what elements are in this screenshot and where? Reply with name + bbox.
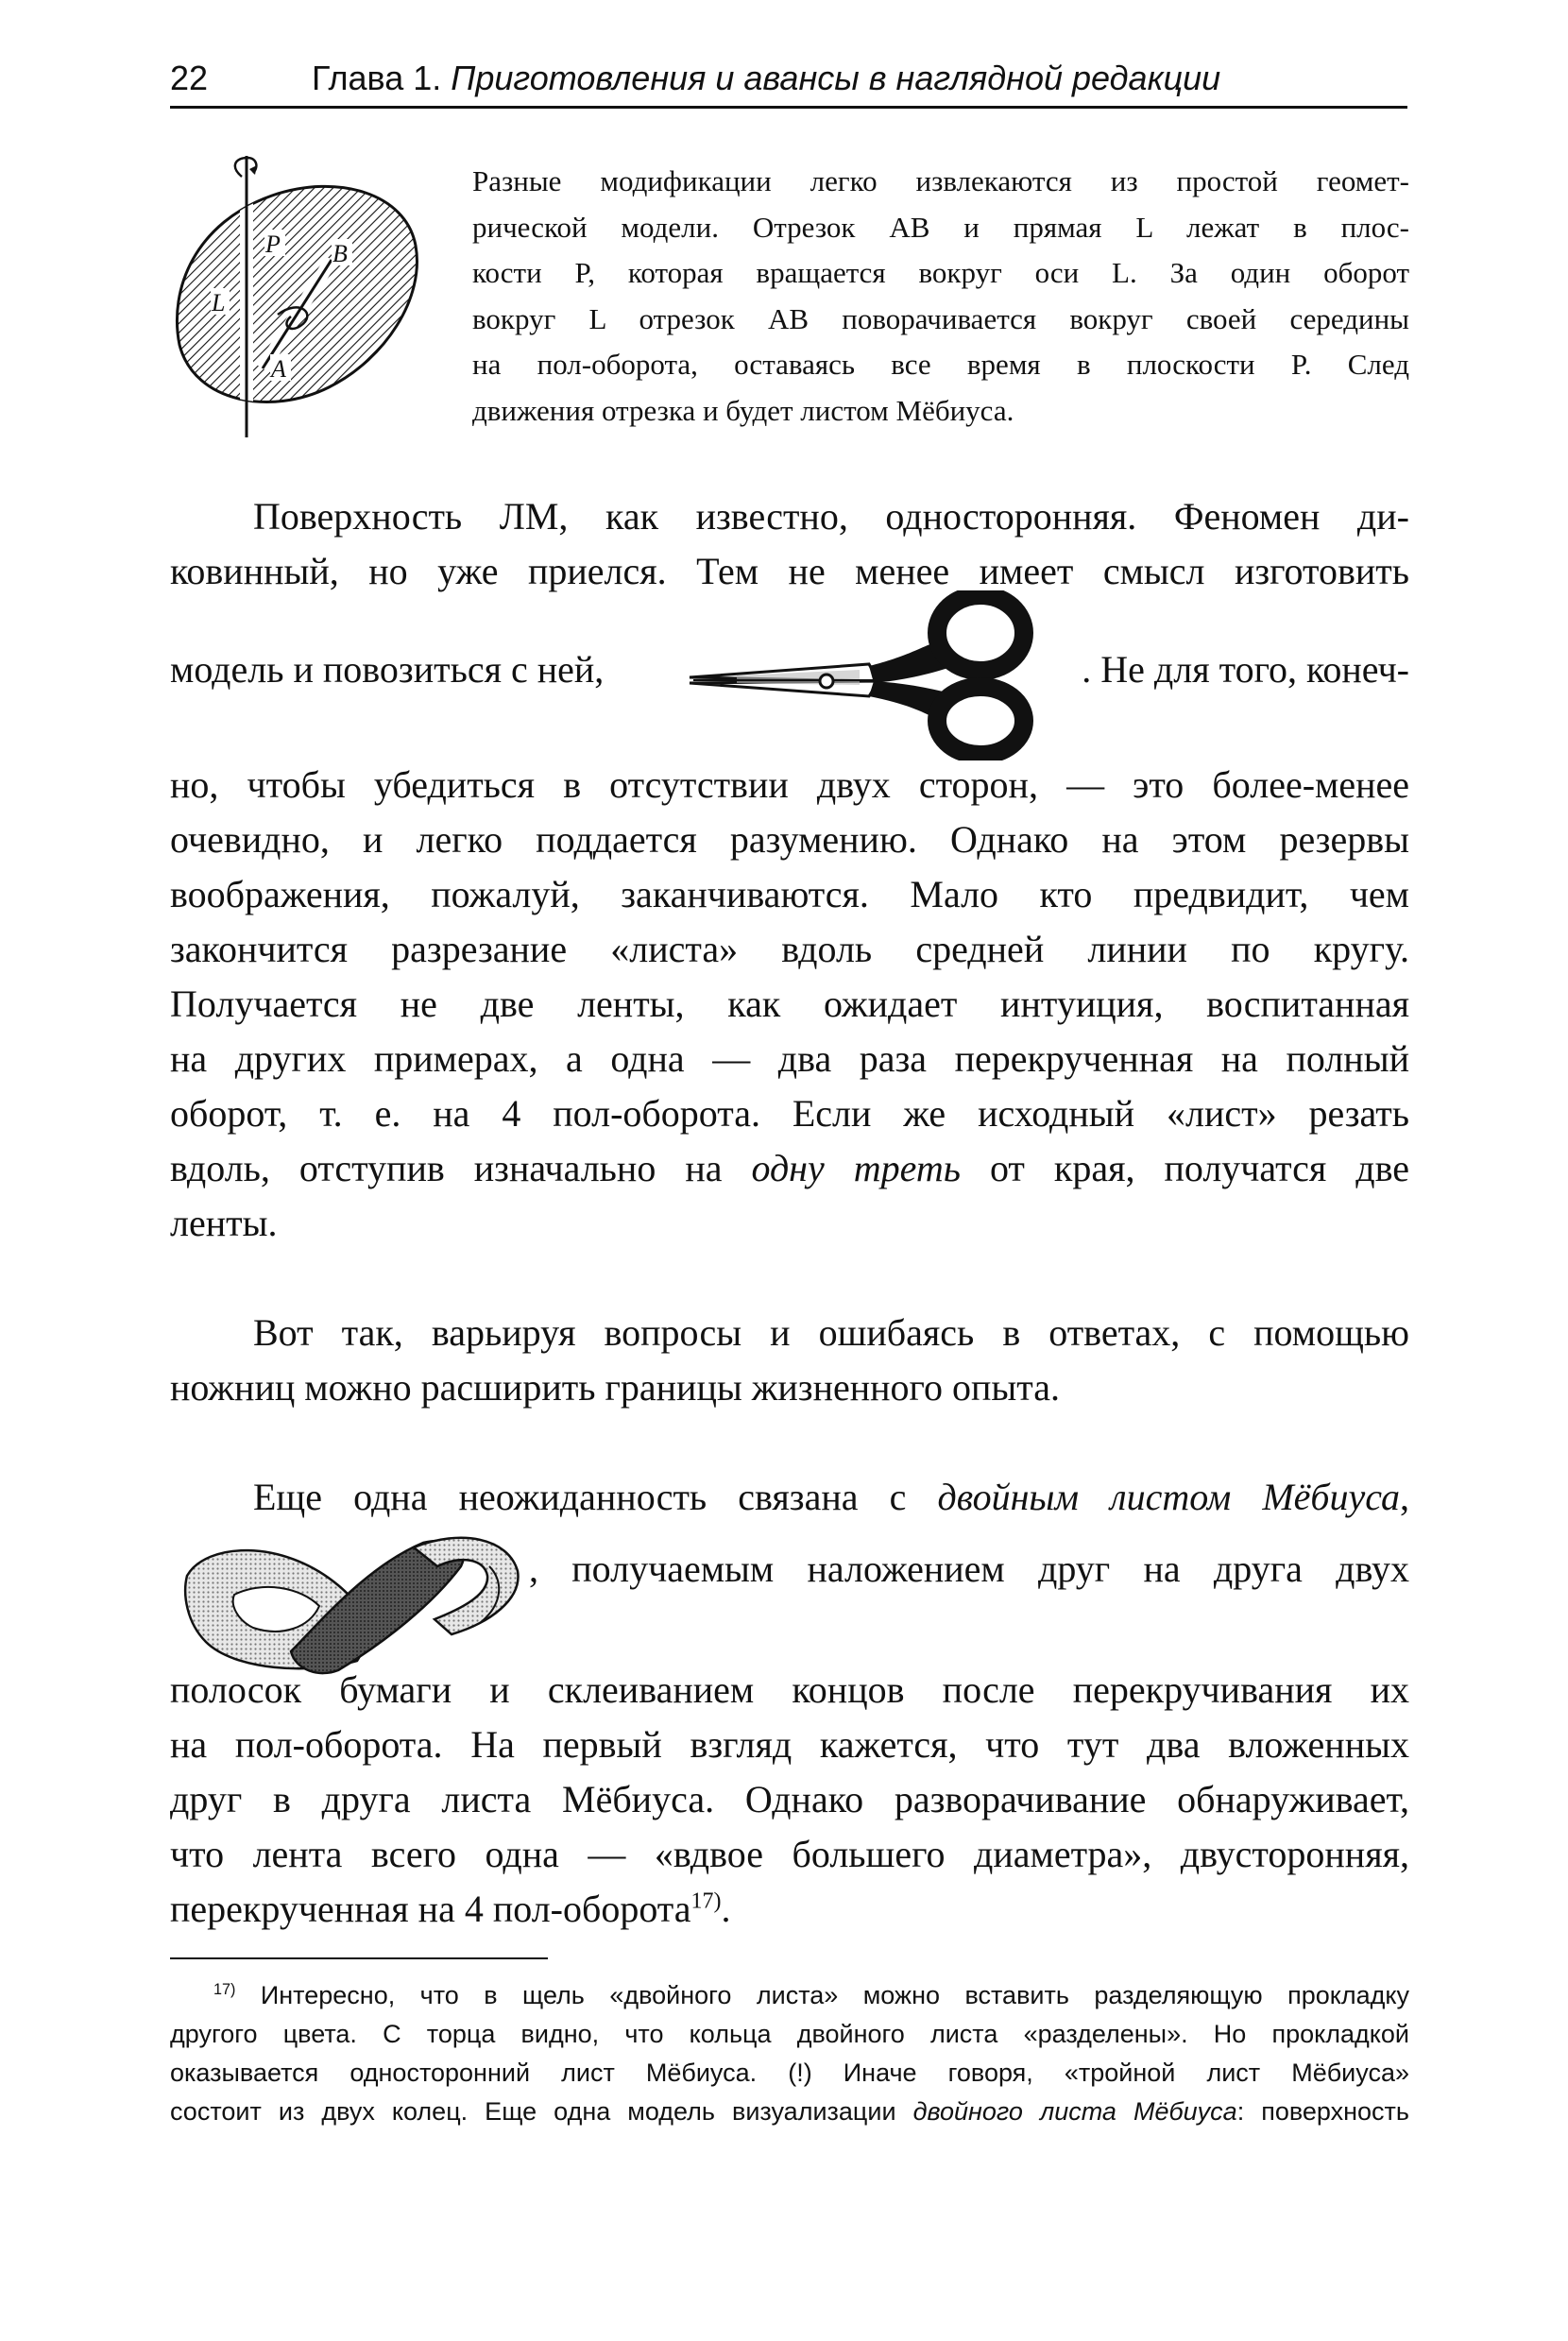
text-line: Поверхность ЛМ, как известно, односторонняя. Феномен ди- — [253, 495, 1409, 538]
text-line: вдоль, отступив изначально на одну треть от края, получатся две — [170, 1147, 1409, 1189]
note-line: Разные модификации легко извлекаются из простой геомет- — [472, 164, 1409, 197]
note-line: рической модели. Отрезок AB и прямая L лежат в плос- — [472, 210, 1409, 244]
text-line: очевидно, и легко поддается разумению. Однако на этом резервы — [170, 818, 1409, 861]
label-b: B — [332, 240, 348, 267]
text-line: полосок бумаги и склеиванием концов после перекручивания их — [170, 1668, 1409, 1711]
text-line: Получается не две ленты, как ожидает интуиция, воспитанная — [170, 983, 1409, 1025]
text-line: на других примерах, а одна — два раза перекрученная на полный — [170, 1037, 1409, 1080]
text-line: закончится разрезание «листа» вдоль средней линии по кругу. — [170, 928, 1409, 970]
mobius-plane-diagram — [159, 156, 442, 439]
label-a: A — [271, 355, 286, 383]
footnote-ref[interactable]: 17) — [690, 1888, 722, 1914]
text-line: воображения, пожалуй, заканчиваются. Мало кто предвидит, чем — [170, 873, 1409, 915]
text-line: друг в друга листа Мёбиуса. Однако разворачивание обнаруживает, — [170, 1778, 1409, 1820]
footnote-mark: 17) — [213, 1981, 236, 1998]
note-line: движения отрезка и будет листом Мёбиуса. — [472, 393, 1014, 427]
text-line: ковинный, но уже приелся. Тем не менее имеет смысл изготовить — [170, 550, 1409, 592]
para3-line2: , получаемым наложением друг на друга двух — [529, 1547, 1409, 1590]
label-l: L — [212, 289, 226, 316]
scissors-icon — [680, 590, 1048, 760]
paragraph-3-rest — [170, 1663, 1409, 1937]
text-line: ножниц можно расширить границы жизненного опыта. — [170, 1366, 1060, 1409]
header-rule — [170, 106, 1407, 109]
page-number: 22 — [170, 59, 209, 97]
text-line: но, чтобы убедиться в отсутствии двух сторон, — это более-менее — [170, 763, 1409, 806]
para1-line3-right: . Не для того, конеч- — [1082, 648, 1409, 691]
para1-line3-left: модель и повозиться с ней, — [170, 648, 605, 691]
text-line: перекрученная на 4 пол-оборота$^{17)}$. — [170, 1888, 731, 1930]
text-line: оборот, т. е. на 4 пол-оборота. Если же исходный «лист» резать — [170, 1092, 1409, 1135]
paragraph-3-top — [170, 1470, 1409, 1525]
footnote-line: другого цвета. С торца видно, что кольца двойного листа «разделены». Но прокладкой — [170, 2020, 1409, 2048]
double-mobius-strip-figure — [178, 1529, 527, 1680]
text-line: Вот так, варьируя вопросы и ошибаясь в ответах, с помощью — [253, 1311, 1409, 1354]
label-p: P — [265, 231, 281, 258]
note-line: на пол-оборота, оставаясь все время в плоскости P. След — [472, 348, 1409, 381]
running-header — [170, 49, 1407, 108]
text-line: на пол-оборота. На первый взгляд кажется, что тут два вложенных — [170, 1723, 1409, 1766]
paragraph-1-top — [170, 489, 1409, 599]
note-line: кости P, которая вращается вокруг оси L. За один оборот — [472, 256, 1409, 289]
chapter-title: Глава 1. Приготовления и авансы в наглядной редакции — [312, 59, 1221, 97]
note-line: вокруг L отрезок AB поворачивается вокруг своей середины — [472, 301, 1409, 335]
footnote — [170, 1976, 1409, 2131]
text-line: что лента всего одна — «вдвое большего диаметра», двусторонняя, — [170, 1833, 1409, 1875]
footnote-line: состоит из двух колец. Еще одна модель визуализации двойного листа Мёбиуса: поверхность — [170, 2097, 1409, 2126]
footnote-line: $^{17)}$ Интересно, что в щель «двойного листа» можно вставить разделяющую прокладку — [213, 1981, 1409, 2009]
footnote-rule — [170, 1957, 548, 1959]
text-line: Еще одна неожиданность связана с двойным листом Мёбиуса, — [253, 1476, 1409, 1518]
paragraph-1-rest — [170, 758, 1409, 1251]
footnote-line: оказывается односторонний лист Мёбиуса. (!) Иначе говоря, «тройной лист Мёбиуса» — [170, 2059, 1409, 2087]
text-line: ленты. — [170, 1202, 278, 1244]
paragraph-2 — [170, 1306, 1409, 1415]
figure-note — [472, 159, 1409, 434]
